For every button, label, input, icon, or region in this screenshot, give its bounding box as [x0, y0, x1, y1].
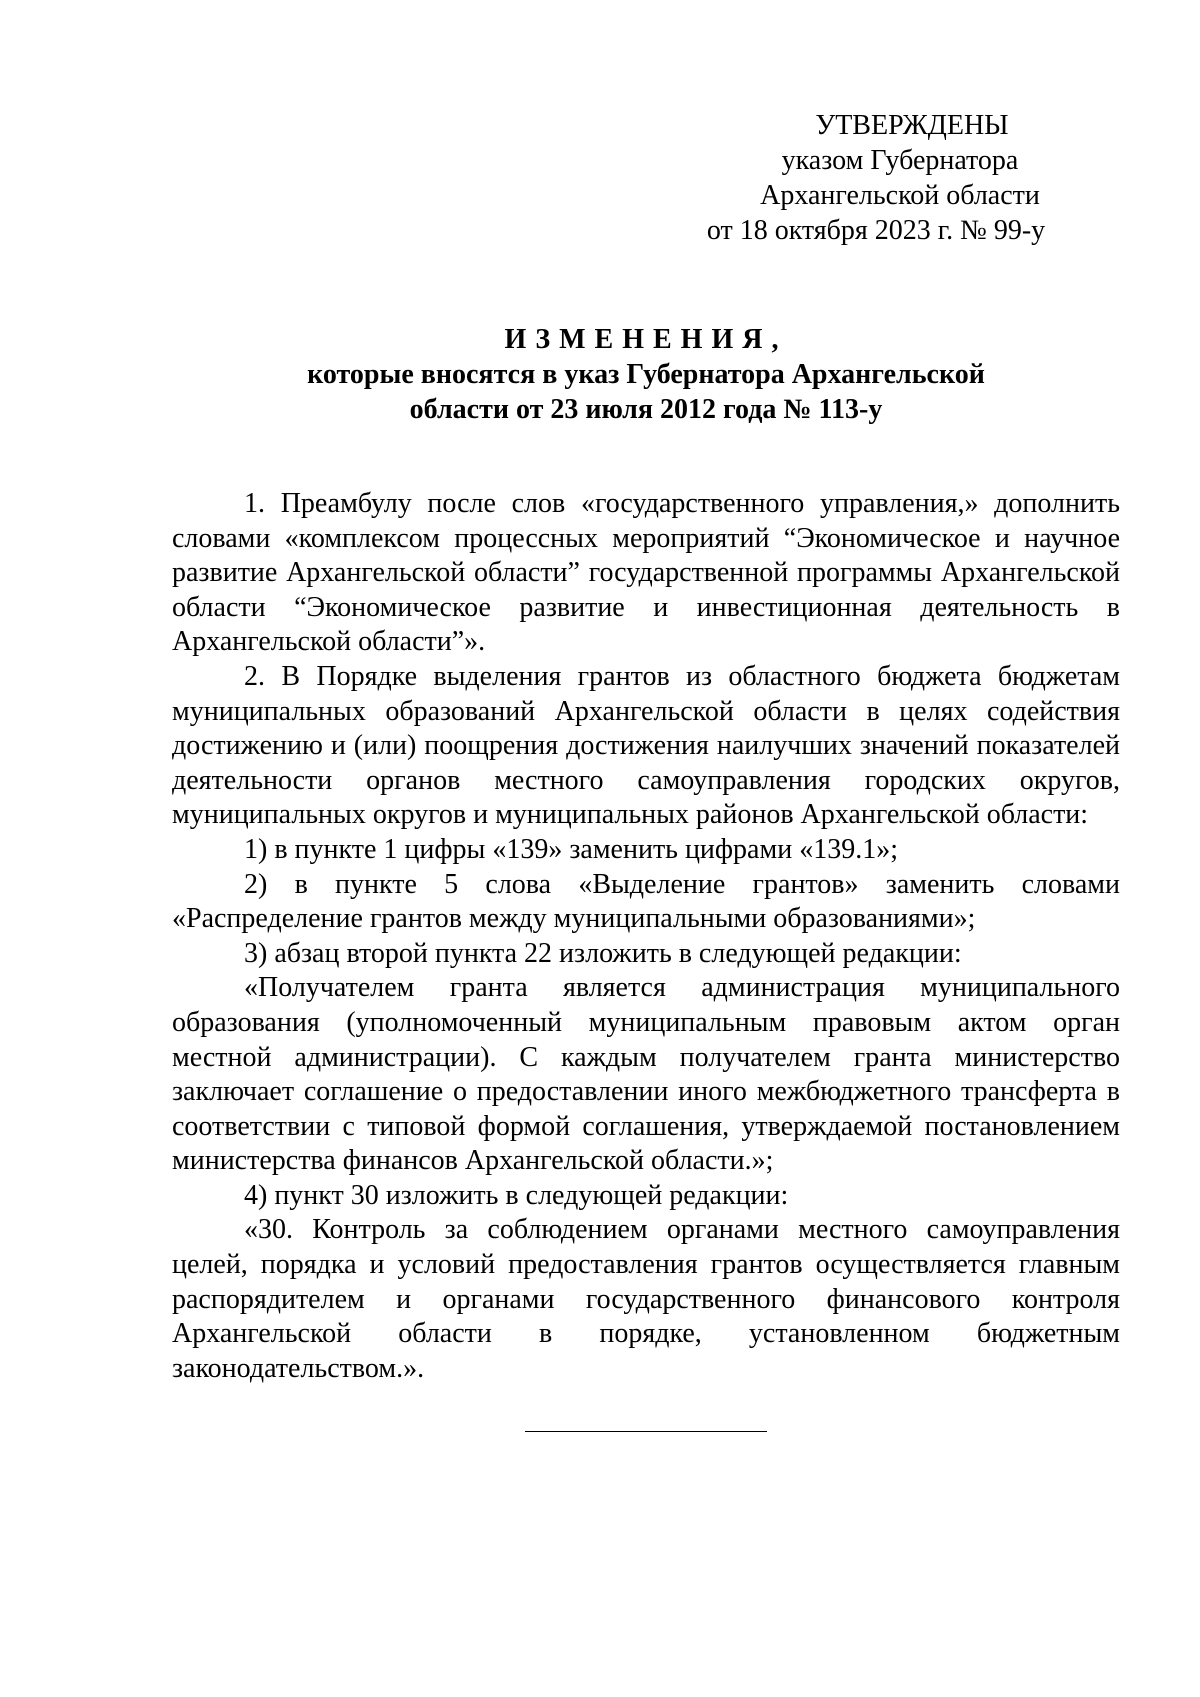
document-subtitle-line-1: которые вносятся в указ Губернатора Архангельской: [307, 359, 985, 390]
paragraph-2-item-4-text: «30. Контроль за соблюдением органами местного самоуправления целей, порядка и условий предоставления грантов осуществляется главным распорядителем и органами государственного финансового контроля Архангельской области в порядке, установленном бюджетным законодательством.».: [172, 1214, 1120, 1384]
paragraph-2-item-3-text: «Получателем гранта является администрация муниципального образования (уполномоченный муниципальным правовым актом орган местной администрации). С каждым получателем гранта министерство заключает соглашение о предоставлении иного межбюджетного трансферта в соответствии с типовой формой соглашения, утверждаемой постановлением министерства финансов Архангельской области.»;: [172, 972, 1120, 1177]
paragraph-2-item-4: 4) пункт 30 изложить в следующей редакции:: [244, 1179, 789, 1211]
document-title: ИЗМЕНЕНИЯ,: [504, 324, 788, 355]
paragraph-2-item-3: 3) абзац второй пункта 22 изложить в следующей редакции:: [244, 937, 962, 969]
document-body: [172, 487, 1120, 1386]
paragraph-2-item-1: 1) в пункте 1 цифры «139» заменить цифрами «139.1»;: [244, 833, 898, 865]
approval-line-region: Архангельской области: [760, 180, 1040, 211]
paragraph-2-item-2: 2) в пункте 5 слова «Выделение грантов» заменить словами «Распределение грантов между муниципальными образованиями»;: [172, 868, 1120, 935]
approval-stamp-block: [700, 108, 1100, 248]
approval-title: УТВЕРЖДЕНЫ: [815, 110, 1009, 141]
paragraph-1: 1. Преамбулу после слов «государственного управления,» дополнить словами «комплексом процессных мероприятий “Экономическое и научное развитие Архангельской области” государственной программы Архангельской области “Экономическое развитие и инвестиционная деятельность в Архангельской области”».: [172, 488, 1120, 658]
document-subtitle-line-2: области от 23 июля 2012 года № 113-у: [409, 394, 883, 425]
approval-line-date-number: от 18 октября 2023 г. № 99-у: [706, 215, 1046, 246]
document-heading: [172, 322, 1120, 427]
paragraph-2: 2. В Порядке выделения грантов из областного бюджета бюджетам муниципальных образований Архангельской области в целях содействия достижению и (или) поощрения достижения наилучших значений показателей деятельности органов местного самоуправления городских округов, муниципальных округов и муниципальных районов Архангельской области:: [172, 660, 1120, 831]
approval-line-decree: указом Губернатора: [781, 145, 1019, 176]
closing-divider-line: [525, 1431, 767, 1432]
